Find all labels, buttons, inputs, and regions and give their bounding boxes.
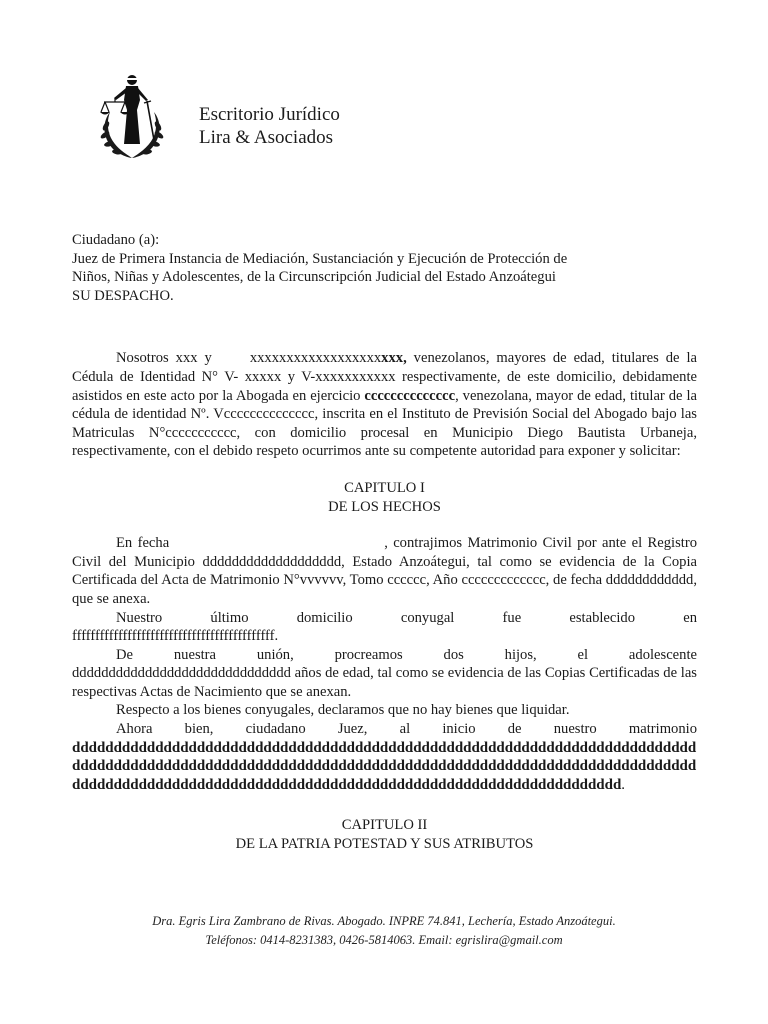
- chapter-2-subtitle: DE LA PATRIA POTESTAD Y SUS ATRIBUTOS: [235, 836, 534, 853]
- intro-text-b-bold: xxx,: [381, 350, 407, 367]
- facts-paragraph-2-line: Nuestro último domicilio conyugal fue establecido en: [116, 609, 697, 626]
- intro-text-a: Nosotros xxx y: [116, 350, 212, 367]
- facts-paragraph-3-rest: dddddddddddddddddddddddddddddd años de edad, tal como se evidencia de las Copias Certificadas de las respectivas Actas de Nacimiento que se anexan.: [72, 665, 697, 700]
- document-body: [72, 231, 697, 854]
- facts-p1-a: En fecha: [116, 535, 170, 552]
- chapter-1-title: CAPITULO I: [344, 479, 425, 496]
- firm-name-line1: Escritorio Jurídico: [199, 104, 340, 125]
- letterhead: [96, 70, 496, 180]
- facts-paragraph-1: [72, 534, 697, 608]
- intro-text-e: , venezolana, mayor de edad, titular de la cédula de identidad Nº. Vcccccccccccccc, inscrita en el Instituto de Previsión Social del Abogado bajo las Matriculas N°ccccccccccc, con domicilio procesal en Municipio Diego Bautista Urbaneja, respectivamente, con el debido respeto ocurrimos ante su competente autoridad para exponer y solicitar:: [72, 387, 697, 460]
- facts-p1-b: , contrajimos Matrimonio Civil por ante el Registro Civil del Municipio ddddddddddddddddddd, Estado Anzoátegui, tal como se evidencia de la Copia Certificada del Acta de Matrimonio N°vvvvvv, Tomo cccccc, Año ccccccccccccc, de fecha dddddddddddd, que se anexa.: [72, 535, 698, 607]
- scales-of-justice-laurel-icon: [96, 70, 168, 164]
- addressee-court-line1: Juez de Primera Instancia de Mediación, Sustanciación y Ejecución de Protección de: [72, 250, 568, 267]
- intro-paragraph: [72, 349, 697, 461]
- footer-line1: Dra. Egris Lira Zambrano de Rivas. Abogado. INPRE 74.841, Lechería, Estado Anzoátegui.: [152, 914, 616, 928]
- addressee-court-line2: Niños, Niñas y Adolescentes, de la Circunscripción Judicial del Estado Anzoátegui: [72, 269, 556, 286]
- addressee-block: [72, 231, 697, 305]
- firm-name-line2: Lira & Asociados: [199, 127, 334, 148]
- chapter-2-title: CAPITULO II: [341, 817, 428, 834]
- footer-line2: Teléfonos: 0414-8231383, 0426-5814063. Email: egrislira@gmail.com: [205, 933, 563, 947]
- addressee-salutation: Ciudadano (a):: [72, 232, 160, 248]
- chapter-1-heading: [72, 479, 697, 516]
- chapter-1-subtitle: DE LOS HECHOS: [328, 498, 441, 515]
- firm-name: [199, 103, 340, 149]
- facts-p5-end: .: [621, 776, 626, 793]
- facts-paragraph-5-bold: [72, 739, 697, 795]
- chapter-2-heading: [72, 816, 697, 853]
- facts-p5-bold-text: dddddddddddddddddddddddddddddddddddddddddddddddddddddddddddddddddddddddddddddddddddddddddddddddddddddddddddddddddddddddddddddddddddddddddddddddddddddddddddddddddddddddddddddddddddddddddddddddddddddddddddddddddddddddd: [72, 739, 697, 793]
- page-footer: [0, 912, 768, 950]
- lawyer-name: cccccccccccccc: [364, 387, 456, 404]
- intro-text-b: xxxxxxxxxxxxxxxxxx: [249, 350, 382, 367]
- facts-paragraph-2-rest: ffffffffffffffffffffffffffffffffffffffffffff.: [72, 628, 279, 645]
- facts-paragraph-5-line: Ahora bien, ciudadano Juez, al inicio de nuestro matrimonio: [116, 721, 697, 738]
- facts-paragraph-3-line: De nuestra unión, procreamos dos hijos, el adolescente: [116, 646, 697, 663]
- intro-text-c: venezolanos, mayores de edad, titulares de la Cédula de Identidad N° V- xxxxx y V-xxxxxxxxxxx respectivamente, de este domicilio, debidamente asistidos en este acto por la Abogada en ejercicio: [72, 350, 697, 404]
- addressee-despacho: SU DESPACHO.: [72, 287, 174, 304]
- facts-paragraph-4: Respecto a los bienes conyugales, declaramos que no hay bienes que liquidar.: [116, 702, 570, 719]
